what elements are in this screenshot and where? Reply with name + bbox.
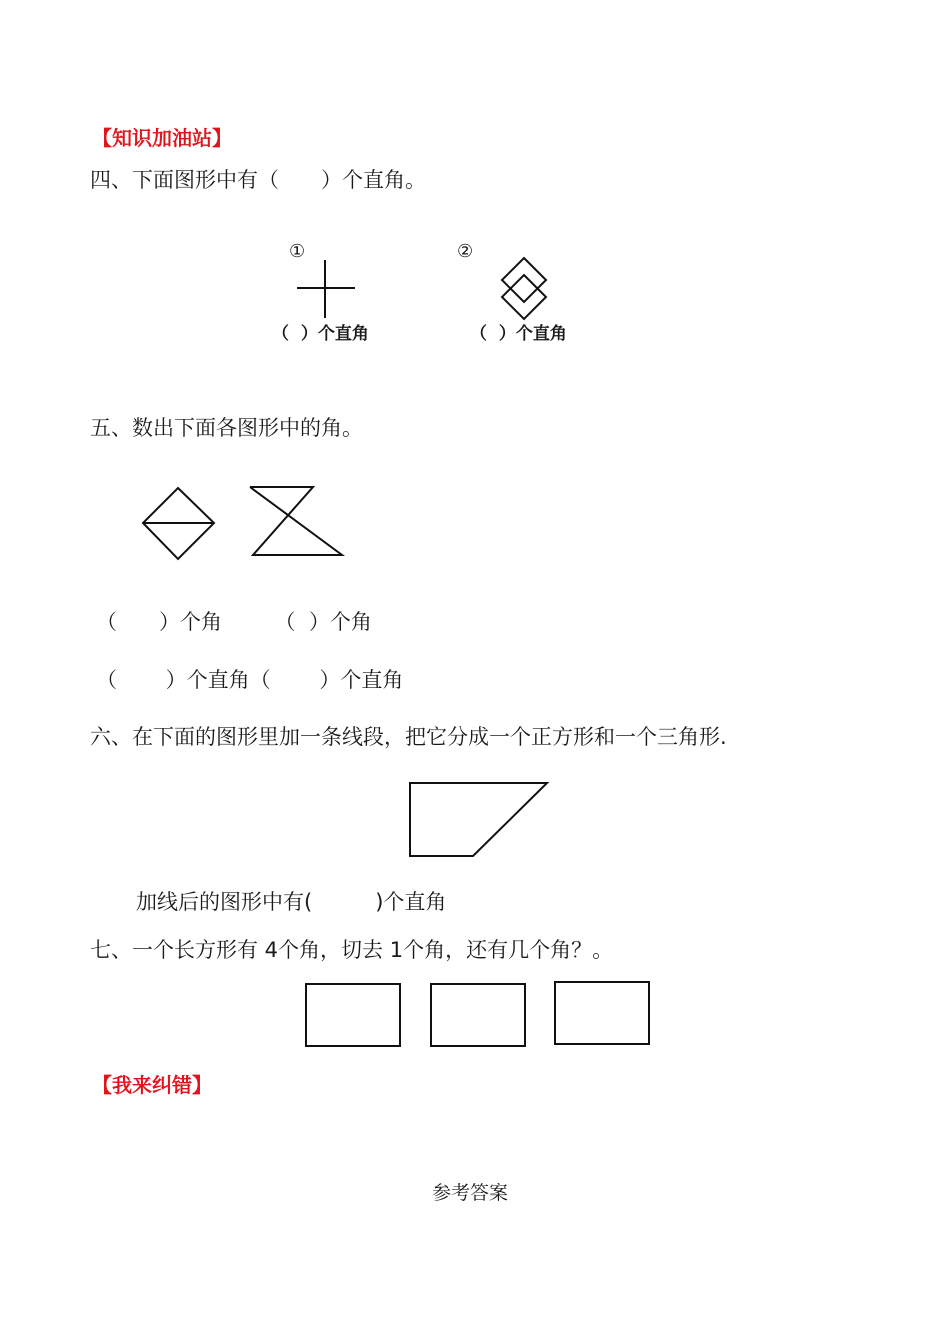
- figure-2-answer: （ ）个直角: [470, 324, 567, 344]
- question-5-right-angles-answer: （ ）个直角（ ）个直角: [96, 668, 404, 692]
- trapezoid-outline: [410, 783, 547, 856]
- lower-diamond: [502, 275, 546, 319]
- figure-2-number: ②: [457, 241, 474, 262]
- hourglass-outline: [250, 487, 342, 555]
- figure-1-number: ①: [289, 241, 306, 262]
- cross-figure: [295, 258, 357, 322]
- figure-1-answer: （ ）个直角: [272, 324, 369, 344]
- upper-diamond: [502, 258, 546, 302]
- question-4-title: 四、下面图形中有（ ）个直角。: [90, 168, 426, 192]
- rectangles-figure: [302, 980, 657, 1052]
- section-title-fix: 【我来纠错】: [92, 1073, 212, 1097]
- trapezoid-figure: [405, 778, 555, 862]
- question-6-answer: 加线后的图形中有( )个直角: [136, 890, 447, 914]
- question-5-angles-answer: （ ）个角 （ ）个角: [96, 610, 372, 634]
- answers-heading: 参考答案: [432, 1182, 509, 1204]
- rectangle-1: [306, 984, 400, 1046]
- rectangle-3: [555, 982, 649, 1044]
- diamond-with-diagonal-figure: [140, 485, 220, 565]
- question-5-title: 五、数出下面各图形中的角。: [90, 416, 363, 440]
- hourglass-figure: [245, 483, 347, 561]
- section-title-knowledge: 【知识加油站】: [92, 126, 232, 150]
- rectangle-2: [431, 984, 525, 1046]
- overlapping-squares-figure: [498, 255, 554, 325]
- question-6-title: 六、在下面的图形里加一条线段，把它分成一个正方形和一个三角形.: [90, 725, 727, 749]
- question-7-title: 七、一个长方形有 4个角，切去 1个角，还有几个角？。: [90, 938, 614, 962]
